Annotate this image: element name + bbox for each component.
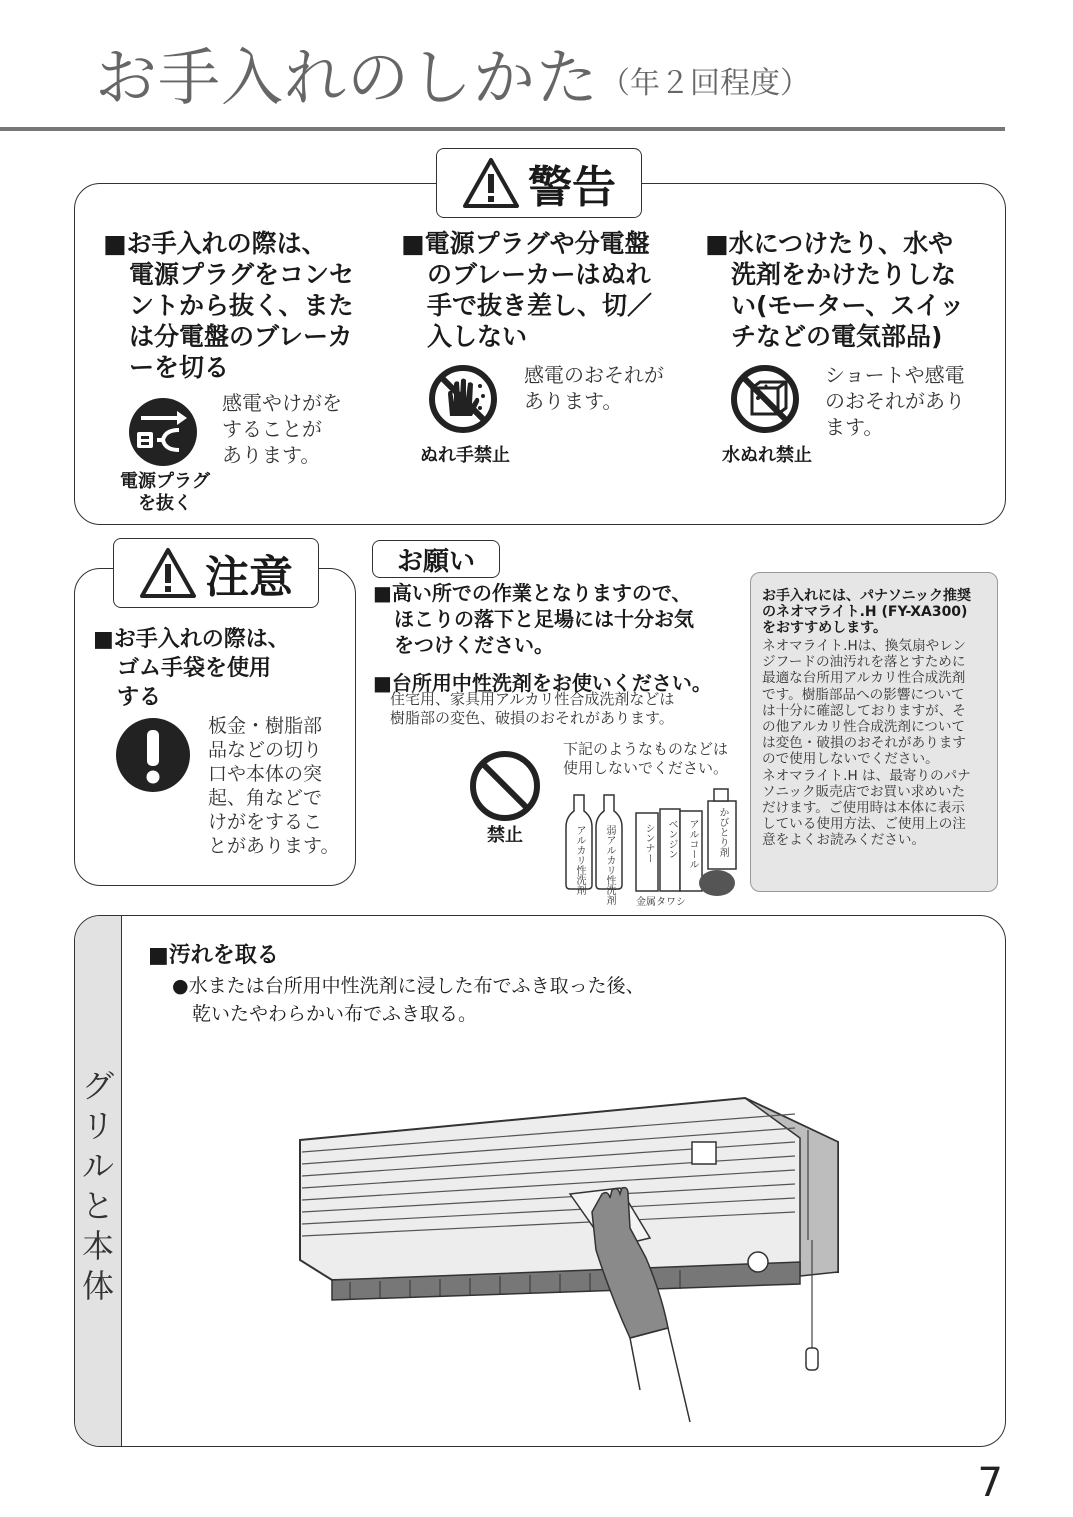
- product-thinner: シンナー: [643, 823, 654, 863]
- warning-label: 警告: [528, 162, 616, 213]
- warning-item-1-heading: ■お手入れの際は、 電源プラグをコンセ ントから抜く、また は分電盤のブレーカ ーを切る: [103, 229, 355, 382]
- warning-item-3-heading: ■水につけたり、水や 洗剤をかけたりしな い(モーター、スイッ チなどの電気部品): [705, 229, 965, 351]
- title-divider: [0, 127, 1005, 131]
- mandatory-icon: [115, 717, 191, 793]
- product-weak-alkaline: 弱アルカリ性洗剤: [604, 825, 615, 905]
- recommendation-heading: お手入れには、パナソニック推奨 のネオマライト.H (FY-XA300) をおすすめします。: [762, 588, 972, 636]
- recommendation-body: ネオマライト.Hは、換気扇やレン ジフードの油汚れを落とすために 最適な台所用アルカリ性合成洗剤 です。樹脂部品への影響について は十分に確認しておりますが、そ の他アルカリ性合成洗剤について は変色・破損のおそれがあります ので使用しないでください。 ネオマライト.H は、最寄りのパナ ソニック販売店でお買い求めいた だけます。ご使用時は本体に表示 している使用方法、ご使用上の注 意をよくお読みください。: [762, 638, 971, 849]
- warning-item-2-heading: ■電源プラグや分電盤 のブレーカーはぬれ 手で抜き差し、切／ 入しない: [401, 229, 653, 351]
- grill-heading: ■汚れを取る: [148, 943, 279, 968]
- request-item-2-note: 住宅用、家具用アルカリ性合成洗剤などは 樹脂部の変色、破損のおそれがあります。: [390, 690, 675, 727]
- caution-header: [113, 538, 319, 608]
- page-number: 7: [977, 1460, 1003, 1506]
- caution-label: 注意: [205, 552, 293, 603]
- no-wet-hands-caption: ぬれ手禁止: [420, 445, 510, 466]
- request-item-2-heading: ■台所用中性洗剤をお使いください。: [373, 671, 712, 695]
- prohibit-caption: 禁止: [487, 825, 523, 846]
- request-label: お願い: [372, 540, 500, 578]
- page-subtitle: （年２回程度）: [600, 66, 810, 101]
- page-title: お手入れのしかた: [95, 41, 600, 114]
- unplug-icon: [127, 396, 199, 468]
- grill-step: ●水または台所用中性洗剤に浸した布でふき取った後、 乾いたやわらかい布でふき取る。: [172, 975, 645, 1025]
- prohibit-note: 下記のようなものなどは 使用しないでください。: [563, 740, 729, 777]
- no-wet-hands-icon: [428, 364, 498, 434]
- caution-note: 板金・樹脂部 品などの切り 口や本体の突 起、角などで けがをするこ とがあります。: [208, 715, 340, 857]
- warning-triangle-icon: [462, 157, 520, 209]
- product-alkaline: アルカリ性洗剤: [574, 825, 585, 895]
- product-benzine: ベンジン: [666, 819, 677, 859]
- product-labels: [560, 783, 746, 908]
- grill-side-label: グ リ ル と 本 体: [81, 1067, 114, 1305]
- warning-item-3-note: ショートや感電 のおそれがあり ます。: [825, 363, 965, 439]
- no-water-caption: 水ぬれ禁止: [722, 445, 812, 466]
- product-mold-remover: かびとり剤: [717, 807, 728, 857]
- prohibit-icon: [469, 750, 541, 822]
- request-item-1: ■高い所での作業となりますので、 ほこりの落下と足場には十分お気 をつけください。: [373, 581, 694, 657]
- scourer-label: 金属タワシ: [636, 897, 686, 908]
- no-water-icon: [730, 364, 800, 434]
- warning-item-2-note: 感電のおそれが あります。: [524, 363, 664, 413]
- fan-grill-illustration: [290, 1090, 850, 1440]
- warning-header: [436, 148, 642, 218]
- unplug-caption: 電源プラグ を抜く: [120, 471, 210, 514]
- caution-triangle-icon: [139, 547, 197, 599]
- caution-heading: ■お手入れの際は、 ゴム手袋を使用 する: [93, 627, 290, 710]
- warning-item-1-note: 感電やけがを することが あります。: [222, 391, 342, 467]
- product-alcohol: アルコール: [687, 819, 698, 869]
